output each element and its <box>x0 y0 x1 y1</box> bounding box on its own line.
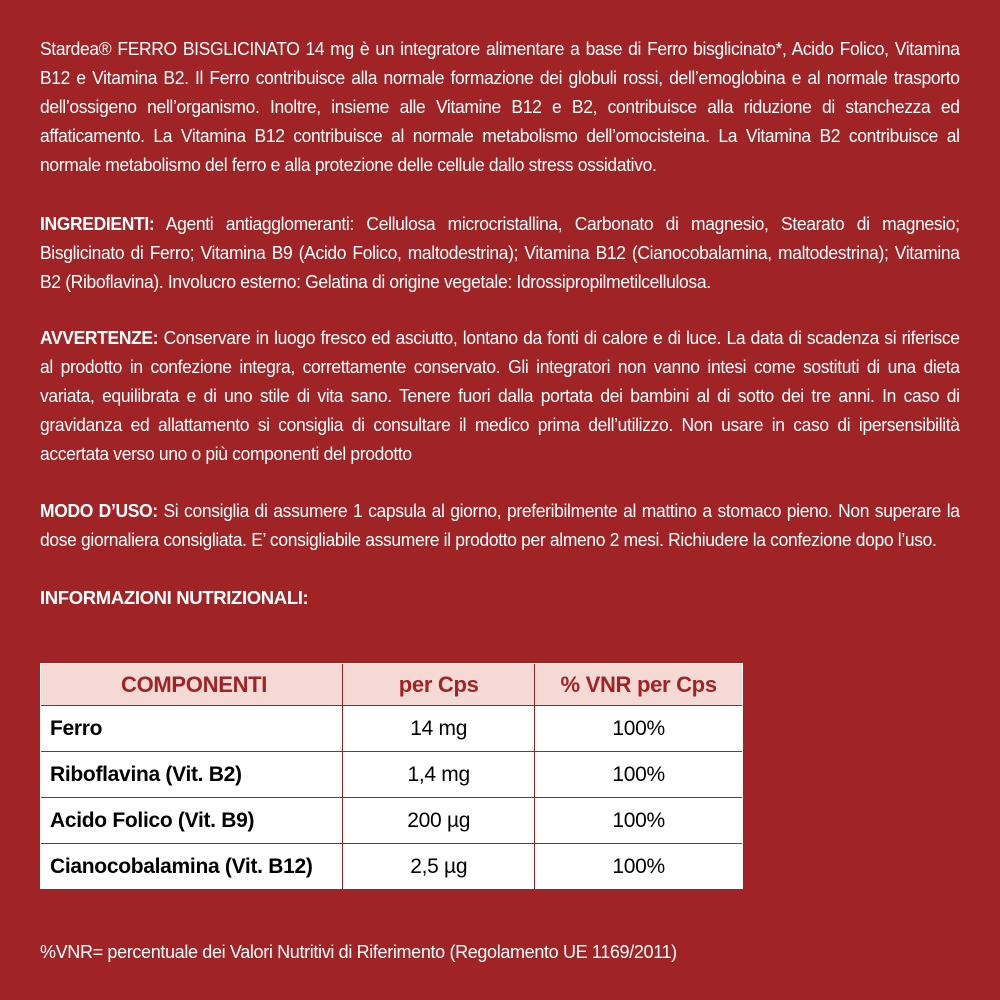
ingredients-text: Agenti antiagglomeranti: Cellulosa microcristallina, Carbonato di magnesio, Stearato di magnesio; Bisglicinato di Ferro; Vitamina B9 (Acido Folico, maltodestrina); Vitamina B12 (Cianocobalamina, maltodestrina); Vitamina B2 (Riboflavina). Involucro esterno: Gelatina di origine vegetale: Idrossipropilmetilcellulosa. <box>40 214 960 292</box>
table-row <box>41 706 742 752</box>
warnings-section <box>40 324 960 469</box>
table-row <box>41 844 742 890</box>
vnr-footnote: %VNR= percentuale dei Valori Nutritivi di Riferimento (Regolamento UE 1169/2011) <box>40 942 677 962</box>
product-description: Stardea® FERRO BISGLICINATO 14 mg è un integratore alimentare a base di Ferro bisglicinato*, Acido Folico, Vitamina B12 e Vitamina B2. Il Ferro contribuisce alla normale formazione dei globuli rossi, dell’emoglobina e al normale trasporto dell’ossigeno nell’organismo. Inoltre, insieme alle Vitamine B12 e B2, contribuisce alla riduzione di stanchezza ed affaticamento. La Vitamina B12 contribuisce al normale metabolismo dell’omocisteina. La Vitamina B2 contribuisce al normale metabolismo del ferro e alla protezione delle cellule dallo stress ossidativo. <box>40 39 960 175</box>
ingredients-label: INGREDIENTI: <box>40 214 155 234</box>
component-amount: 1,4 mg <box>343 752 535 798</box>
nutrition-title: INFORMAZIONI NUTRIZIONALI: <box>40 587 309 608</box>
table-row <box>41 798 742 844</box>
component-name: Acido Folico (Vit. B9) <box>41 798 343 844</box>
component-name: Cianocobalamina (Vit. B12) <box>41 844 343 890</box>
usage-label: MODO D’USO: <box>40 501 158 521</box>
table-row <box>41 752 742 798</box>
component-vnr: 100% <box>535 752 742 798</box>
component-name: Ferro <box>41 706 343 752</box>
component-amount: 14 mg <box>343 706 535 752</box>
component-amount: 2,5 µg <box>343 844 535 890</box>
component-vnr: 100% <box>535 706 742 752</box>
header-components: COMPONENTI <box>41 664 343 706</box>
nutrition-table <box>40 663 743 889</box>
header-per-capsule: per Cps <box>343 664 535 706</box>
ingredients-section <box>40 210 960 297</box>
component-vnr: 100% <box>535 844 742 890</box>
usage-section <box>40 497 960 555</box>
component-amount: 200 µg <box>343 798 535 844</box>
component-name: Riboflavina (Vit. B2) <box>41 752 343 798</box>
usage-text: Si consiglia di assumere 1 capsula al giorno, preferibilmente al mattino a stomaco pieno. Non superare la dose giornaliera consigliata. E’ consigliabile assumere il prodotto per almeno 2 mesi. Richiudere la confezione dopo l’uso. <box>40 501 960 550</box>
warnings-label: AVVERTENZE: <box>40 328 159 348</box>
component-vnr: 100% <box>535 798 742 844</box>
warnings-text: Conservare in luogo fresco ed asciutto, lontano da fonti di calore e di luce. La data di scadenza si riferisce al prodotto in confezione integra, correttamente conservato. Gli integratori non vanno intesi come sostituti di una dieta variata, equilibrata e di uno stile di vita sano. Tenere fuori dalla portata dei bambini al di sotto dei tre anni. In caso di gravidanza ed allattamento si consiglia di consultare il medico prima dell’utilizzo. Non usare in caso di ipersensibilità accertata verso uno o più componenti del prodotto <box>40 328 960 464</box>
header-vnr: % VNR per Cps <box>535 664 742 706</box>
table-header-row <box>41 664 742 706</box>
